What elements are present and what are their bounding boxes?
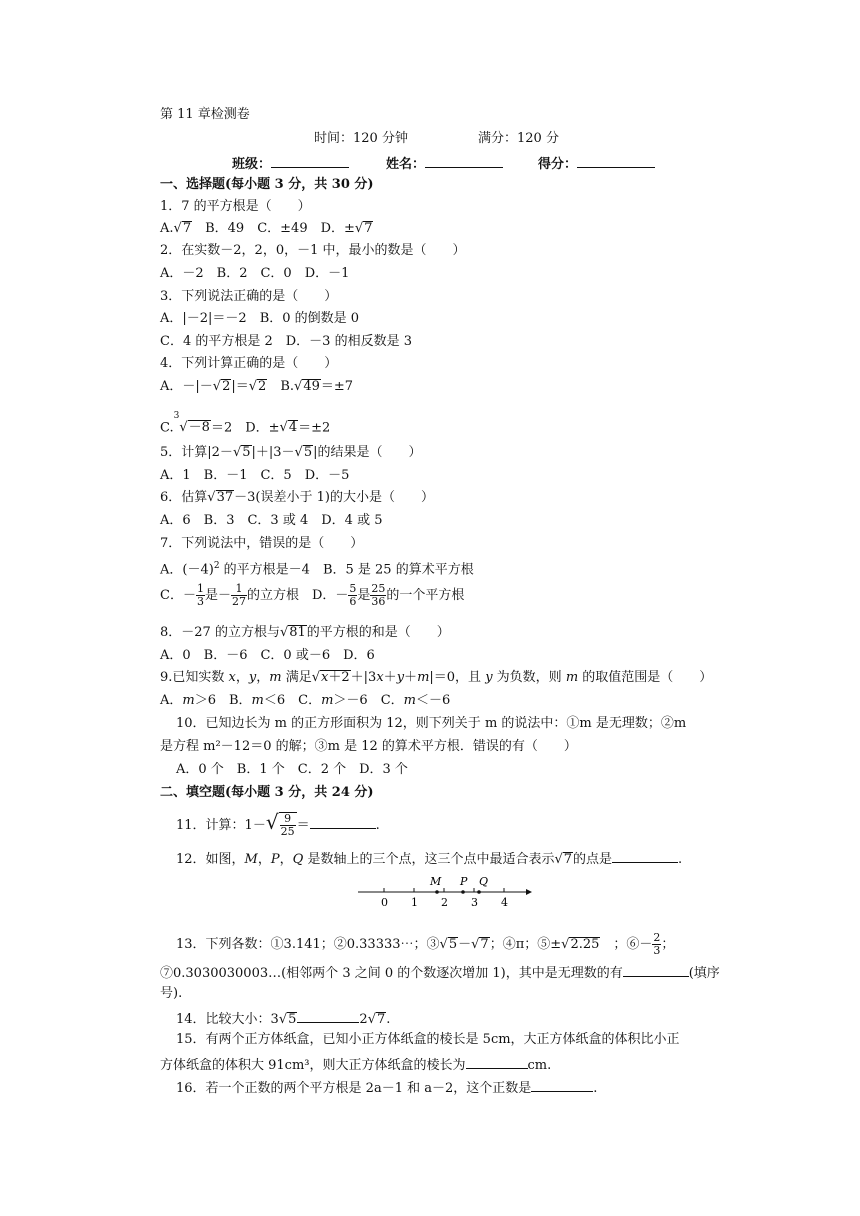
q10-cont: 是方程 m²－12＝0 的解；③m 是 12 的算术平方根．错误的有（ ） [160, 739, 577, 754]
point-q: Q [479, 875, 489, 888]
q4-options-1: A．－|－√ 2|＝√ 2 B.√ 49＝±7 [160, 378, 353, 396]
tick-3: 3 [471, 896, 478, 908]
tick-1: 1 [411, 896, 418, 908]
q16: 16．若一个正数的两个平方根是 2a－1 和 a－2，这个正数是 . [176, 1077, 597, 1098]
tick-0: 0 [381, 896, 388, 908]
time-info: 时间：120 分钟 [314, 131, 408, 146]
q4-options-2: C.$^3$√ －8＝2 D．±√ 4＝±2 [160, 415, 330, 437]
q7-options-2: C．－ $\frac{1}{3}$ 是－ $\frac{1}{27}$ 的立方根 D．－ $\frac{5}{6}$ 是 $\frac{25}{36}$ 的一个平方根 [160, 582, 465, 608]
q8-options: A．0 B．－6 C．0 或－6 D．6 [160, 648, 375, 663]
q5: 5．计算|2－√ 5|＋|3－√ 5|的结果是（ ） [160, 444, 422, 462]
tick-4: 4 [501, 896, 508, 908]
q4: 4．下列计算正确的是（ ） [160, 356, 338, 371]
number-line [358, 874, 534, 908]
q13-cont: ⑦0.3030030003…(相邻两个 3 之间 0 的个数逐次增加 1)，其中是无理数的有 (填序 [160, 962, 720, 983]
q10-options: A．0 个 B．1 个 C．2 个 D．3 个 [176, 762, 408, 777]
q15: 15．有两个正方体纸盒，已知小正方体纸盒的棱长是 5cm，大正方体纸盒的体积比小正 [176, 1032, 680, 1047]
q9-options: A．m＞6 B．m＜6 C．m＞－6 C．m＜－6 [160, 693, 451, 708]
q5-options: A．1 B．－1 C．5 D．－5 [160, 468, 350, 483]
grade-field: 得分： [538, 153, 655, 174]
q2-options: A．－2 B．2 C．0 D．－1 [160, 266, 350, 281]
q1-options: A.√ 7 B．49 C．±49 D．±√ 7 [160, 220, 373, 238]
q12: 12．如图，M，P，Q 是数轴上的三个点，这三个点中最适合表示√ 7的点是 . [176, 848, 682, 869]
q8: 8．－27 的立方根与√ 81的平方根的和是（ ） [160, 624, 450, 642]
q7-options-1: A．$(-4)^2$ 的平方根是－4 B．5 是 25 的算术平方根 [160, 561, 474, 578]
q3-options-2: C．4 的平方根是 2 D．－3 的相反数是 3 [160, 334, 412, 349]
tick-2: 2 [441, 896, 448, 908]
section1-title: 一、选择题(每小题 3 分，共 30 分) [160, 177, 374, 192]
q1: 1．7 的平方根是（ ） [160, 199, 311, 214]
q14: 14．比较大小：3√ 5 2√ 7. [176, 1008, 390, 1029]
q3: 3．下列说法正确的是（ ） [160, 289, 338, 304]
name-field: 姓名： [386, 153, 503, 174]
q13: 13．下列各数：①3.141；②0.33333⋯；③√ 5－√ 7；④π；⑤±√ 2.25 ；⑥－ $\frac{2}{3}$ ； [176, 932, 674, 957]
point-m: M [430, 875, 442, 888]
q7: 7．下列说法中，错误的是（ ） [160, 536, 364, 551]
point-p: P [460, 875, 468, 888]
q15-cont: 方体纸盒的体积大 91cm³，则大正方体纸盒的棱长为 cm. [160, 1054, 551, 1075]
q3-options-1: A．|－2|＝－2 B．0 的倒数是 0 [160, 311, 360, 326]
exam-title: 第 11 章检测卷 [160, 107, 250, 122]
q11: 11．计算：1－√ $\frac{9}{25}$ ＝ . [176, 812, 380, 838]
class-field: 班级： [232, 153, 349, 174]
q13-end: 号). [160, 986, 183, 1001]
q9: 9.已知实数 x，y，m 满足√ x＋2＋|3x＋y＋m|＝0，且 y 为负数，则 m 的取值范围是（ ） [160, 669, 712, 687]
q6: 6．估算√ 37－3(误差小于 1)的大小是（ ） [160, 489, 434, 507]
score-info: 满分：120 分 [478, 131, 559, 146]
q10: 10．已知边长为 m 的正方形面积为 12，则下列关于 m 的说法中：①m 是无理数；②m [176, 716, 687, 731]
q2: 2．在实数－2，2，0，－1 中，最小的数是（ ） [160, 243, 466, 258]
q6-options: A．6 B．3 C．3 或 4 D．4 或 5 [160, 513, 383, 528]
section2-title: 二、填空题(每小题 3 分，共 24 分) [160, 785, 374, 800]
